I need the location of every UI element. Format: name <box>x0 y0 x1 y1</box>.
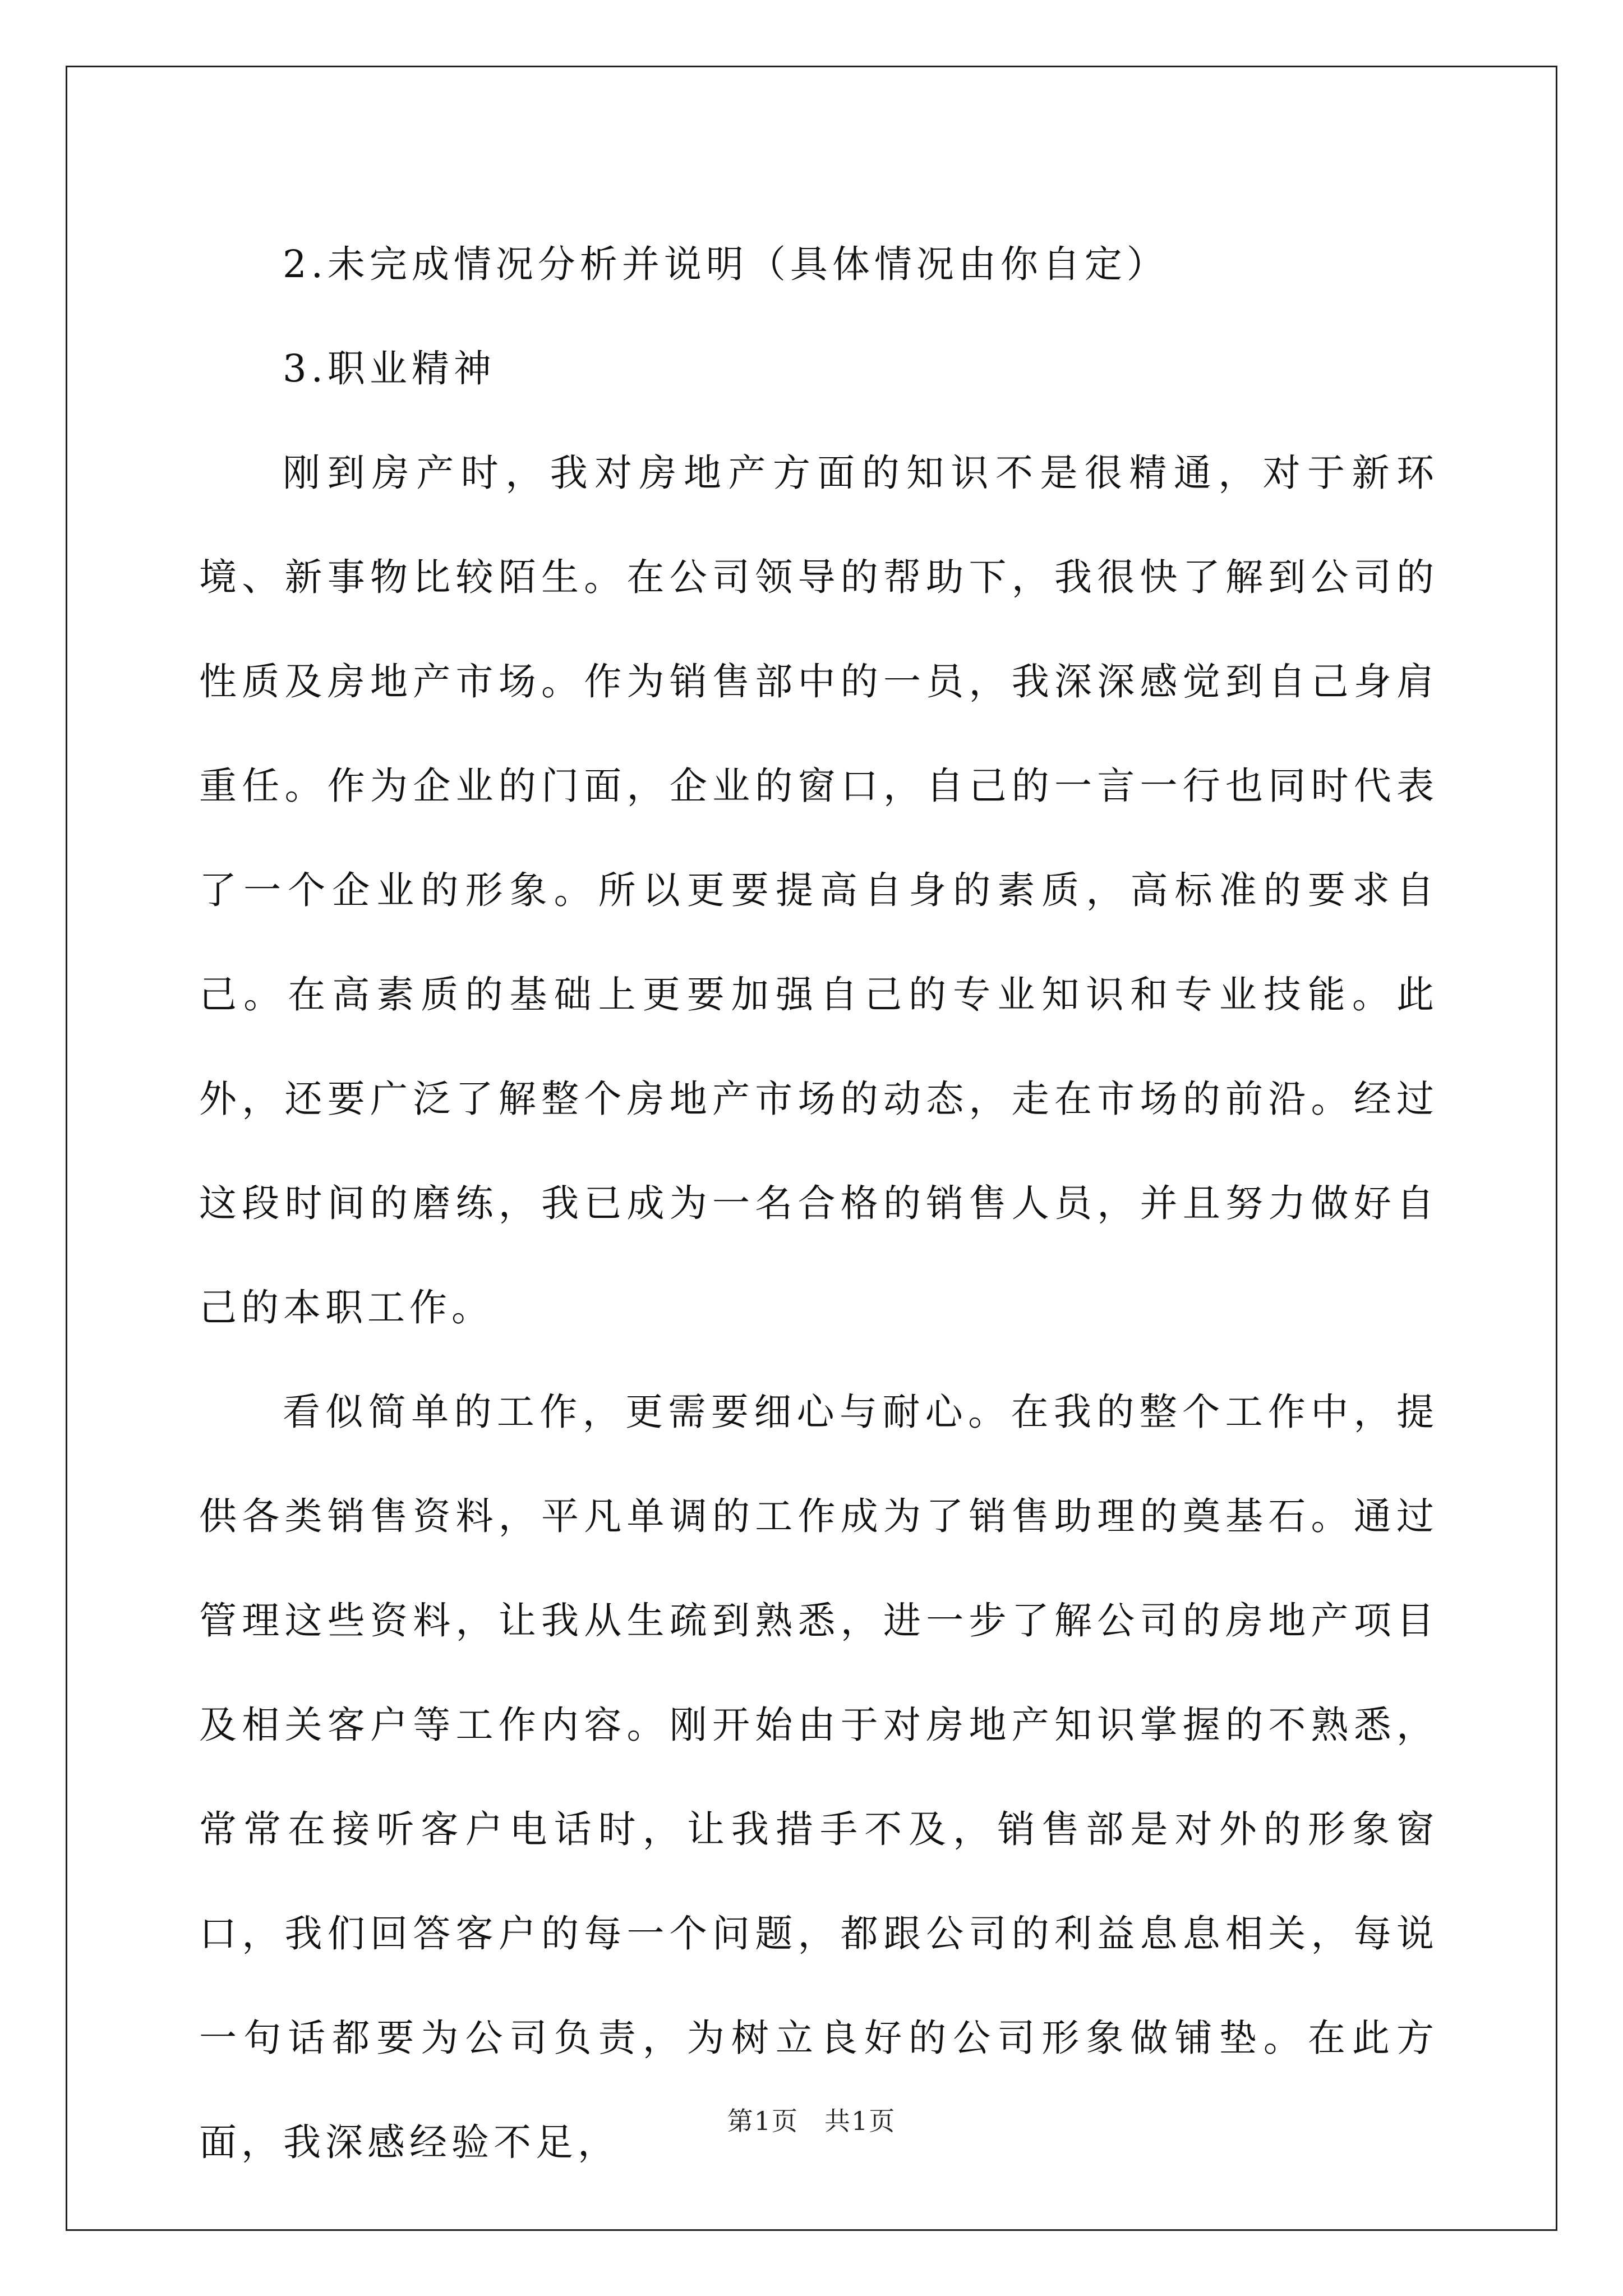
page-number-current: 第1页 <box>727 2106 799 2136</box>
paragraph-sales-materials: 看似简单的工作，更需要细心与耐心。在我的整个工作中，提供各类销售资料，平凡单调的工作成为了销售助理的奠基石。通过管理这些资料，让我从生疏到熟悉，进一步了解公司的房地产项目及相关客户等工作内容。刚开始由于对房地产知识掌握的不熟悉，常常在接听客户电话时，让我措手不及，销售部是对外的形象窗口，我们回答客户的每一个问题，都跟公司的利益息息相关，每说一句话都要为公司负责，为树立良好的公司形象做铺垫。在此方面，我深感经验不足， <box>199 1390 1438 2164</box>
section-heading-professional-spirit: 3.职业精神 <box>283 347 496 390</box>
section-heading-incomplete-analysis: 2.未完成情况分析并说明（具体情况由你自定） <box>283 242 1169 286</box>
page-number-total: 共1页 <box>824 2106 896 2136</box>
paragraph-joining-company: 刚到房产时，我对房地产方面的知识不是很精通，对于新环境、新事物比较陌生。在公司领导的帮助下，我很快了解到公司的性质及房地产市场。作为销售部中的一员，我深深感觉到自己身肩重任。作为企业的门面，企业的窗口，自己的一言一行也同时代表了一个企业的形象。所以更要提高自身的素质，高标准的要求自己。在高素质的基础上更要加强自己的专业知识和专业技能。此外，还要广泛了解整个房地产市场的动态，走在市场的前沿。经过这段时间的磨练，我已成为一名合格的销售人员，并且努力做好自己的本职工作。 <box>199 451 1438 1329</box>
page-footer <box>0 2101 1623 2138</box>
document-body <box>199 212 1438 2194</box>
